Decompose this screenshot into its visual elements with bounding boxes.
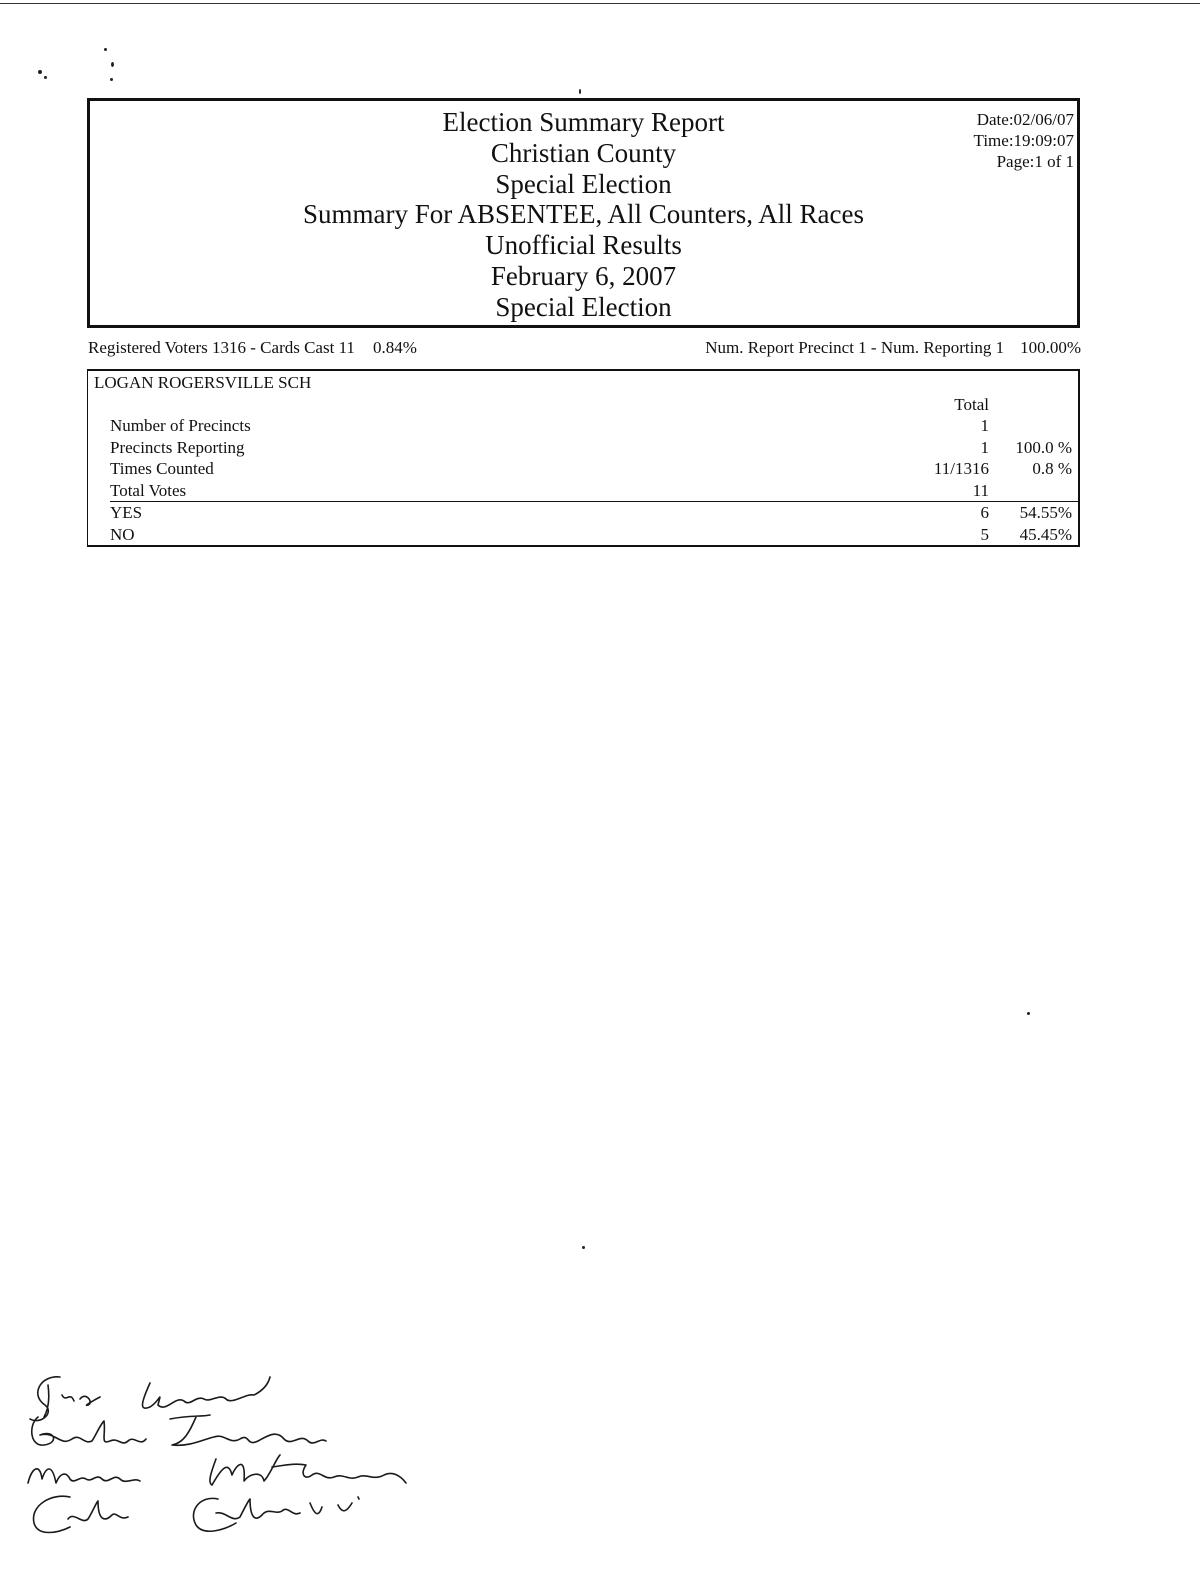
scan-speck [38,70,42,74]
signatures-handwritten [0,1355,420,1555]
signature-3 [28,1455,406,1485]
stat-total: 1 [980,416,989,435]
choice-percent: 45.45% [1019,525,1072,544]
signature-1 [30,1377,270,1421]
stat-label: Times Counted [110,459,214,478]
stat-total: 11 [972,481,989,500]
choice-votes: 6 [980,503,989,522]
scan-speck [104,48,107,51]
stat-row [110,481,1078,502]
choice-label: YES [110,503,143,522]
election-type: Special Election [495,168,672,199]
signature-2 [32,1415,326,1445]
reporting-percent: 100.00% [1020,338,1081,357]
choice-votes: 5 [980,525,989,544]
report-meta [974,109,1074,172]
report-date: Date:02/06/07 [976,110,1074,129]
report-page: Page:1 of 1 [996,152,1074,171]
choice-row [110,503,1078,524]
report-title: Election Summary Report [442,107,725,137]
scan-speck [44,76,47,79]
choices-divider [110,501,1078,502]
report-title-block [90,107,1077,323]
election-name: Special Election [495,291,672,322]
scan-speck [1027,1012,1030,1015]
scan-speck [579,89,581,94]
signature-4 [34,1496,359,1532]
stat-label: Number of Precincts [110,416,251,435]
county-name: Christian County [490,137,677,168]
total-column-header: Total [954,395,989,414]
stat-label: Precincts Reporting [110,438,245,457]
cards-cast-percent: 0.84% [372,338,417,357]
stat-total: 11/1316 [933,459,989,478]
results-status: Unofficial Results [485,230,682,261]
reporting-summary [705,338,1081,358]
stat-total: 1 [980,438,989,457]
stat-percent: 100.0 % [1015,438,1072,457]
choice-label: NO [110,525,135,544]
stat-percent: 0.8 % [1032,459,1072,478]
scan-speck [110,78,113,81]
report-time: Time:19:09:07 [973,131,1074,150]
choice-row [110,525,1078,546]
election-date: February 6, 2007 [490,260,677,291]
scan-speck [111,62,114,67]
stat-row [110,416,1078,437]
report-header-box [87,98,1080,328]
registered-cards-text: Registered Voters 1316 - Cards Cast 11 [88,338,355,357]
scan-edge-line [0,3,1200,4]
stat-row [110,438,1078,459]
turnout-summary [88,338,417,358]
race-results-box [87,369,1080,547]
stat-row [110,459,1078,480]
scan-speck [582,1246,585,1249]
stat-label: Total Votes [110,481,187,500]
summary-scope: Summary For ABSENTEE, All Counters, All Races [303,199,864,230]
reporting-text: Num. Report Precinct 1 - Num. Reporting 1 [705,338,1005,357]
choice-percent: 54.55% [1019,503,1072,522]
race-title: LOGAN ROGERSVILLE SCH [94,373,312,392]
